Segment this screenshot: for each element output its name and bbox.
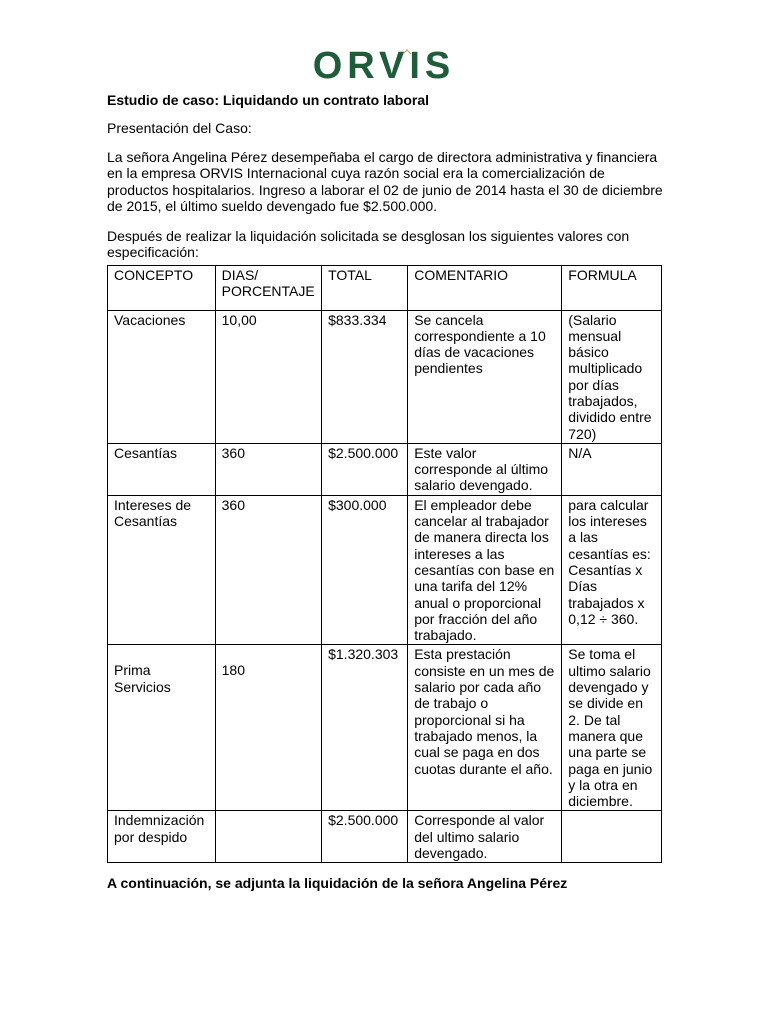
logo-text: ORVIS [312,45,456,84]
cell-formula: Se toma el ultimo salario devengado y se divide en 2. De tal manera que una parte se paga en junio y la otra en diciembre. [562,645,662,811]
cell-dias: 360 [215,443,321,495]
cell-total: $300.000 [322,495,408,645]
cell-dias [215,811,321,863]
table-row [108,495,662,645]
section-label: Presentación del Caso: [107,120,252,136]
cell-formula: N/A [562,443,662,495]
cell-concepto: Cesantías [108,443,216,495]
cell-dias: 360 [215,495,321,645]
table-row [108,310,662,443]
breakdown-intro: Después de realizar la liquidación solicitada se desglosan los siguientes valores con especificación: [107,227,630,260]
header-comentario: COMENTARIO [408,265,562,310]
header-total: TOTAL [322,265,408,310]
cell-comentario: Este valor corresponde al último salario devengado. [408,443,562,495]
cell-comentario: Esta prestación consiste en un mes de salario por cada año de trabajo o proporcional si ha trabajado menos, la cual se paga en dos cuotas durante el año. [408,645,562,811]
cell-total: $2.500.000 [322,443,408,495]
header-formula: FORMULA [562,265,662,310]
header-concepto: CONCEPTO [108,265,216,310]
table-row [108,645,662,811]
footer-note: A continuación, se adjunta la liquidación de la señora Angelina Pérez [107,875,568,891]
cell-concepto: Indemnización por despido [108,811,216,863]
orvis-logo-mark [299,44,469,84]
cell-formula: para calcular los intereses a las cesantías es: Cesantías x Días trabajados x 0,12 ÷ 360. [562,495,662,645]
cell-dias: 180 [221,662,245,679]
cell-formula: (Salario mensual básico multiplicado por días trabajados, dividido entre 720) [562,310,662,443]
liquidation-table [107,265,662,864]
cell-concepto: Prima Servicios [114,662,171,695]
cell-total: $1.320.303 [322,645,408,811]
cell-formula [562,811,662,863]
cell-concepto: Intereses de Cesantías [108,495,216,645]
header-dias: DIAS/ PORCENTAJE [215,265,321,310]
table-row [108,443,662,495]
cell-comentario: El empleador debe cancelar al trabajador de manera directa los intereses a las cesantías con base en una tarifa del 12% anual o proporcional por fracción del año trabajado. [408,495,562,645]
table-row [108,811,662,863]
cell-concepto-wrap [108,645,216,811]
cell-comentario: Corresponde al valor del ultimo salario devengado. [408,811,562,863]
cell-dias-wrap [215,645,321,811]
orvis-logo [0,44,768,90]
cell-total: $833.334 [322,310,408,443]
cell-total: $2.500.000 [322,811,408,863]
document-title: Estudio de caso: Liquidando un contrato laboral [107,92,430,108]
cell-concepto: Vacaciones [108,310,216,443]
table-header-row [108,265,662,310]
cell-dias: 10,00 [215,310,321,443]
document-body [107,92,663,863]
case-description: La señora Angelina Pérez desempeñaba el cargo de directora administrativa y financiera en la empresa ORVIS Internacional cuya razón social era la comercialización de productos hospitalarios. Ingreso a laborar el 02 de junio de 2014 hasta el 30 de diciembre de 2015, el último sueldo devengado fue $2.500.000. [107,148,663,214]
cell-comentario: Se cancela correspondiente a 10 días de vacaciones pendientes [408,310,562,443]
